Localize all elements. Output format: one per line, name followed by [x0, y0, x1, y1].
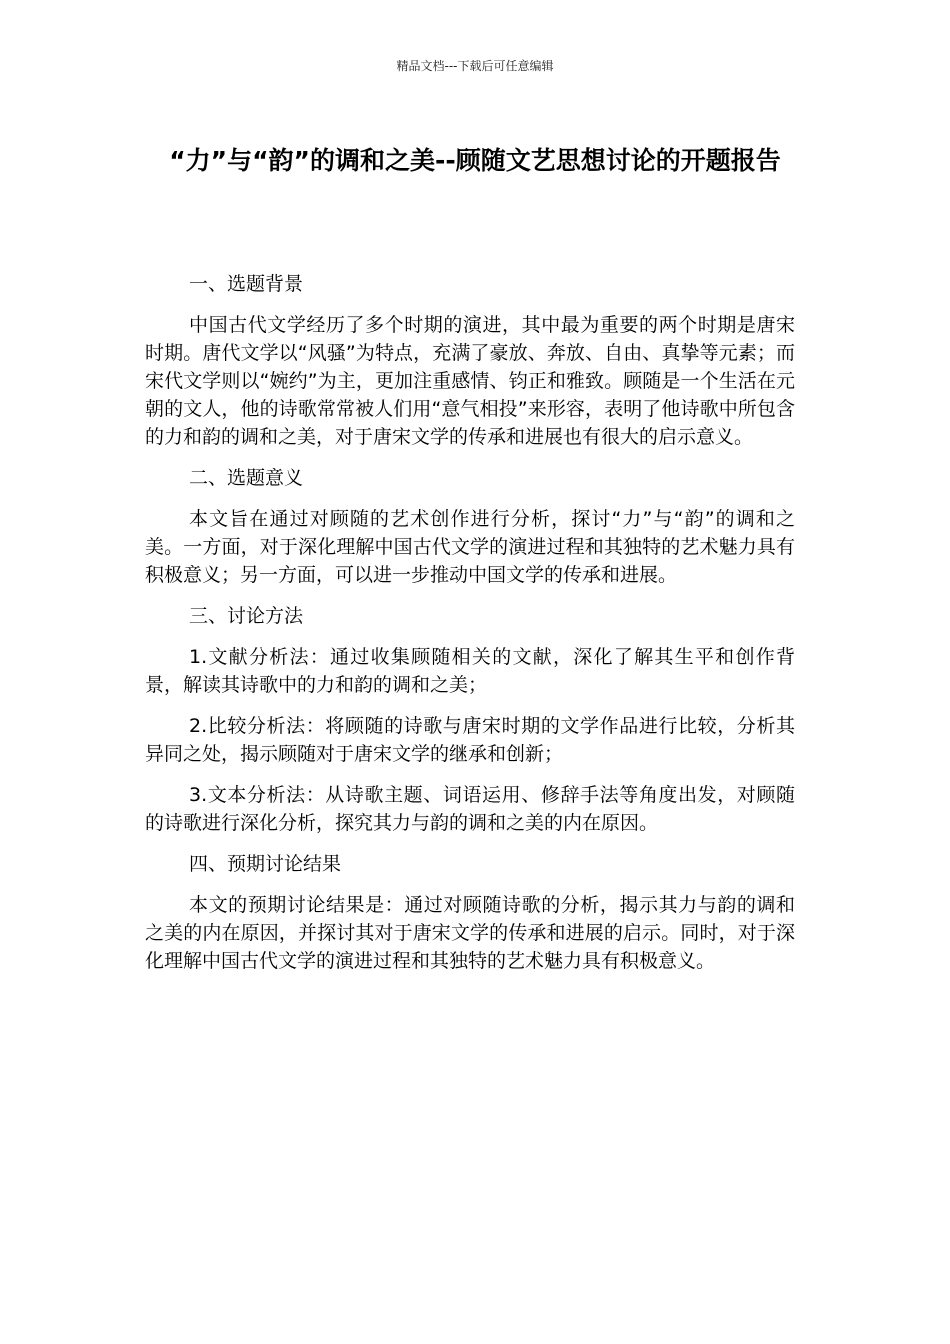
paragraph-expected-results: 本文的预期讨论结果是：通过对顾随诗歌的分析，揭示其力与韵的调和之美的内在原因，并探讨其对于唐宋文学的传承和进展的启示。同时，对于深化理解中国古代文学的演进过程和其独特的艺术魅力具有积极意义。	[145, 894, 795, 972]
header-note: 精品文档---下载后可任意编辑	[396, 59, 554, 73]
section-heading-expected-results: 四、预期讨论结果	[189, 853, 342, 875]
method-item-comparison: 2.比较分析法：将顾随的诗歌与唐宋时期的文学作品进行比较，分析其异同之处，揭示顾随对于唐宋文学的继承和创新；	[145, 715, 795, 765]
method-item-literature: 1.文献分析法：通过收集顾随相关的文献，深化了解其生平和创作背景，解读其诗歌中的力和韵的调和之美；	[145, 646, 795, 696]
document-title: “力”与“韵”的调和之美--顾随文艺思想讨论的开题报告	[169, 146, 781, 175]
section-heading-significance: 二、选题意义	[189, 467, 304, 489]
section-heading-methods: 三、讨论方法	[189, 605, 304, 627]
section-heading-background: 一、选题背景	[189, 273, 304, 295]
paragraph-significance: 本文旨在通过对顾随的艺术创作进行分析，探讨“力”与“韵”的调和之美。一方面，对于深化理解中国古代文学的演进过程和其独特的艺术魅力具有积极意义；另一方面，可以进一步推动中国文学的传承和进展。	[145, 508, 795, 586]
method-item-text-analysis: 3.文本分析法：从诗歌主题、词语运用、修辞手法等角度出发，对顾随的诗歌进行深化分析，探究其力与韵的调和之美的内在原因。	[145, 784, 795, 834]
document-body	[145, 270, 795, 988]
paragraph-background: 中国古代文学经历了多个时期的演进，其中最为重要的两个时期是唐宋时期。唐代文学以“风骚”为特点，充满了豪放、奔放、自由、真挚等元素；而宋代文学则以“婉约”为主，更加注重感情、钧正和雅致。顾随是一个生活在元朝的文人，他的诗歌常常被人们用“意气相投”来形容，表明了他诗歌中所包含的力和韵的调和之美，对于唐宋文学的传承和进展也有很大的启示意义。	[145, 314, 795, 448]
